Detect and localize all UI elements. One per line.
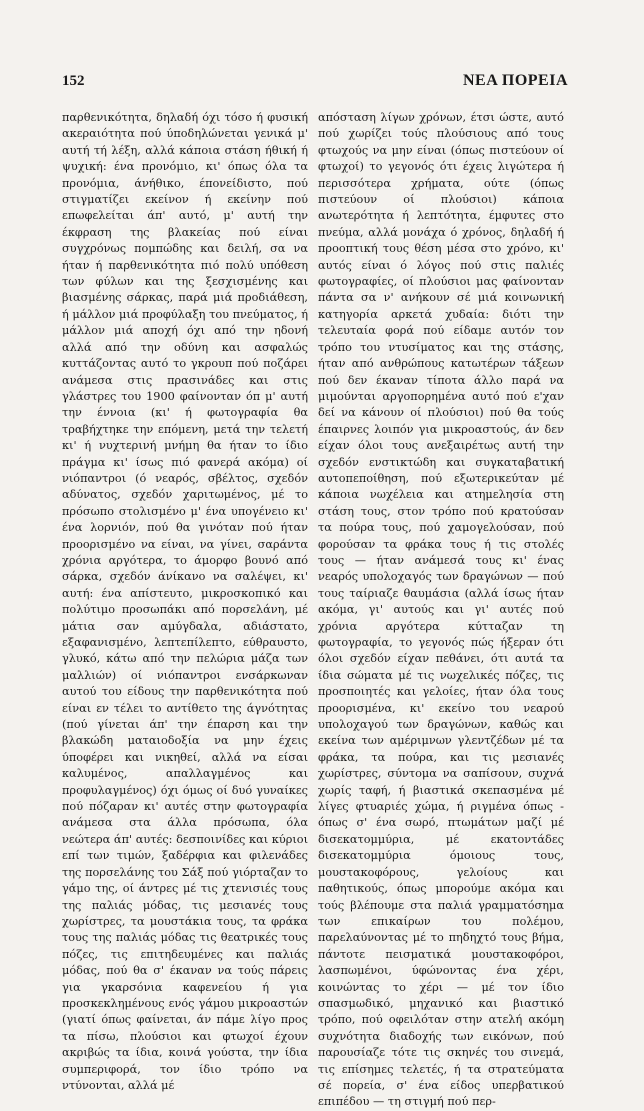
page-number: 152: [62, 73, 85, 89]
page-header: [62, 72, 568, 98]
body-text: παρθενικότητα, δηλαδή όχι τόσο ή φυσική ακεραιότητα πού ύποδηλώνεται γενικά μ' αυτή τή λέξη, αλλά κάποια στάση ήθική ή ψυχική: ένα προνόμιο, κι' όπως όλα τα προνόμια, άνήθικο, έπονείδιστο, πού στιγματίζει εκείνον ή εκείνην πού επωφελείται άπ' αυτό, μ' αυτή την έκφραση της βλακείας πού είναι συγχρόνως πομπώδης και δειλή, σα να ήταν ή παρθενικότητα πιό πολύ υπόθεση των φύλων και της ξεσχισμένης και βιασμένης σάρκας, παρά μιά προδιάθεση, ή μάλλον μιά προφύλαξη του πνεύματος, ή μάλλον μιά αποχή όχι από την ηδονή αλλά από την οδύνη και ασφαλώς κυττάζοντας αυτό το γκρουπ πού ποζάρει ανάμεσα στις πρασινάδες και στις γλάστρες του 1900 φαίνονταν όπ μ' αυτή την έννοια (κι' ή φωτογραφία θα τραβήχτηκε την επόμενη, μετά την τελετή κι' ή νυχτερινή μνήμη θα ήταν το ίδιο πράγμα κι' ίσως πιό φανερά ακόμα) οί νιόπαντροι (ό νεαρός, σβέλτος, σχεδόν αδύνατος, σχεδόν χαριτωμένος, μέ το πρόσωπο στολισμένο μ' ένα υπογένειο κι' ένα λορνιόν, πού θα γινόταν πού ήταν προορισμένο να είναι, να γίνει, σαράντα χρόνια αργότερα, το άμορφο βουνό από σάρκα, σχεδόν άνίκανο να σαλέψει, κι' αυτή: ένα απίστευτο, μικροσκοπικό και πολύτιμο προσωπάκι από πορσελάνη, μέ μάτια σαν αμύγδαλα, αδιάστατο, εξαφανισμένο, λεπτεπίλεπτο, εύθραυστο, γλυκό, κάτω από την πελώρια μάζα των μαλλιών) οί νιόπαντροι ενσάρκωναν αυτού του είδους την παρθενικότητα πού είναι εν τέλει το αντίθετο της άγνότητας (πού γίνεται άπ' την έπαρση και την βλακώδη ματαιοδοξία να μην έχεις ύποφέρει και νικηθεί, αλλά να είσαι καλυμένος, απαλλαγμένος και προφυλαγμένος) όχι όμως οί δυό γυναίκες πού πόζαραν κι' αυτές στην φωτογραφία ανάμεσα στα άλλα πρόσωπα, όλα νεώτερα άπ' αυτές: δεσποινίδες και κύριοι επί των τιμών, ξαδέρφια και φιλενάδες της πορσελάνης του Σάξ πού γιόρταζαν το γάμο της, οί άντρες μέ τις χτενισιές τους της παλιάς μόδας, τις μεσιανές τους χωρίστρες, τα μουστάκια τους, τα φράκα τους της παλιάς μόδας τις θεατρικές τους πόζες, τις επιτηδευμένες και παλιάς μόδας, πού θα σ' έκαναν να τούς πάρεις για γκαρσόνια καφενείου ή για προσκεκλημένους ενός γάμου μικροαστών (γιατί όπως φαίνεται, άν πάμε λίγο προς τα πίσω, πλούσιοι και φτωχοί έχουν ακριβώς τα ίδια, κοινά γούστα, την ίδια συμπεριφορά, τον ίδιο τρόπο να ντύνονται, αλλά μέ: [62, 111, 308, 1092]
running-title: ΝΕΑ ΠΟΡΕΙΑ: [462, 72, 568, 89]
text-column-left: [62, 110, 308, 1092]
text-column-right: [318, 110, 564, 1109]
body-text: απόσταση λίγων χρόνων, έτσι ώστε, αυτό πού χωρίζει τούς πλούσιους από τους φτωχούς να μην είναι (όπως πιστεύουν οί φτωχοί) το γεγονός ότι έχεις λιγώτερα ή περισσότερα χρήματα, ούτε (όπως πιστεύουν οί πλούσιοι) κάποια ανωτερότητα ή λεπτότητα, έμφυτες στο πνεύμα, αλλά μονάχα ό χρόνος, δηλαδή ή προοπτική τους θέση μέσα στο χρόνο, κι' αυτός είναι ό λόγος πού στις παλιές φωτογραφίες, οί πλούσιοι μας φαίνονταν πάντα σα ν' ανήκουν σέ μιά κοινωνική κατηγορία αρκετά χυδαία: διότι την τελευταία φορά πού είδαμε αυτόν τον τρόπο του ντυσίματος και της στάσης, ήταν από ανθρώπους κατωτέρων τάξεων πού δεν έκαναν τίποτα άλλο παρά να μιμούνται αργοπορημένα αυτό πού ε'χαν δεί να κάνουν οί πλούσιοι) πού θα τούς έπαιρνες λοιπόν για μικροαστούς, άν δεν είχαν όλοι τους ανεξαιρέτως αυτή την σχεδόν ενστικτώδη και συγκαταβατική αυτοπεποίθηση, πού εξωτερικεύταν μέ κάποια νωχέλεια και ατημελησία στη στάση τους, στον τρόπο πού κρατούσαν τα πούρα τους, πού χαμογελούσαν, πού φορούσαν τα φράκα τους ή τις στολές τους — ήταν ανάμεσά τους κι' ένας νεαρός υπολοχαγός των δραγώνων — πού τους ταίριαζε θαυμάσια (αλλά ίσως ήταν ακόμα, γι' αυτούς και γι' αυτές πού χρόνια αργότερα κύτταζαν τη φωτογραφία, το γεγονός πώς ήξεραν ότι όλοι σχεδόν είχαν πεθάνει, ότι αυτά τα ίδια σώματα μέ τις νωχελικές πόζες, τις προσποιητές και γελοίες, ήταν όλα τους προορισμένα, κι' εκείνο του νεαρού υπολοχαγού των δραγώνων, καθώς και εκείνα των αμέριμνων γλεντζέδων μέ τα φράκα, τα πούρα, και τις μεσιανές χωρίστρες, σύντομα να σαπίσουν, συχνά χωρίς ταφή, ή βιαστικά σκεπασμένα μέ λίγες φτυαριές χώμα, ή ριγμένα όπως - όπως σ' ένα σωρό, πτωμάτων μαζί μέ δισεκατομμύρια, μέ εκατοντάδες δισεκατομμύρια όμοιους τους, μουστακοφόρους, γελοίους και παθητικούς, όπως μπορούμε ακόμα και τούς βλέπουμε στα παλιά γραμματόσημα των επικαίρων του πολέμου, παρελαύνοντας μέ το πηδηχτό τους βήμα, πάντοτε πεισματικά μουστακοφόροι, λασπωμένοι, ύφώνοντας ένα χέρι, κοινώντας το χέρι — μέ τον ίδιο σπασμωδικό, μηχανικό και βιαστικό τρόπο, πού οφειλόταν στην ατελή ακόμη συχνότητα διαδοχής των εικόνων, πού παρουσίαζε τότε τις σκηνές του σινεμά, τις επίσημες τελετές, ή τα στρατεύματα σέ πορεία, σ' ένα είδος υπερβατικού επιπέδου — τη στιγμή πού περ-: [318, 111, 564, 1109]
